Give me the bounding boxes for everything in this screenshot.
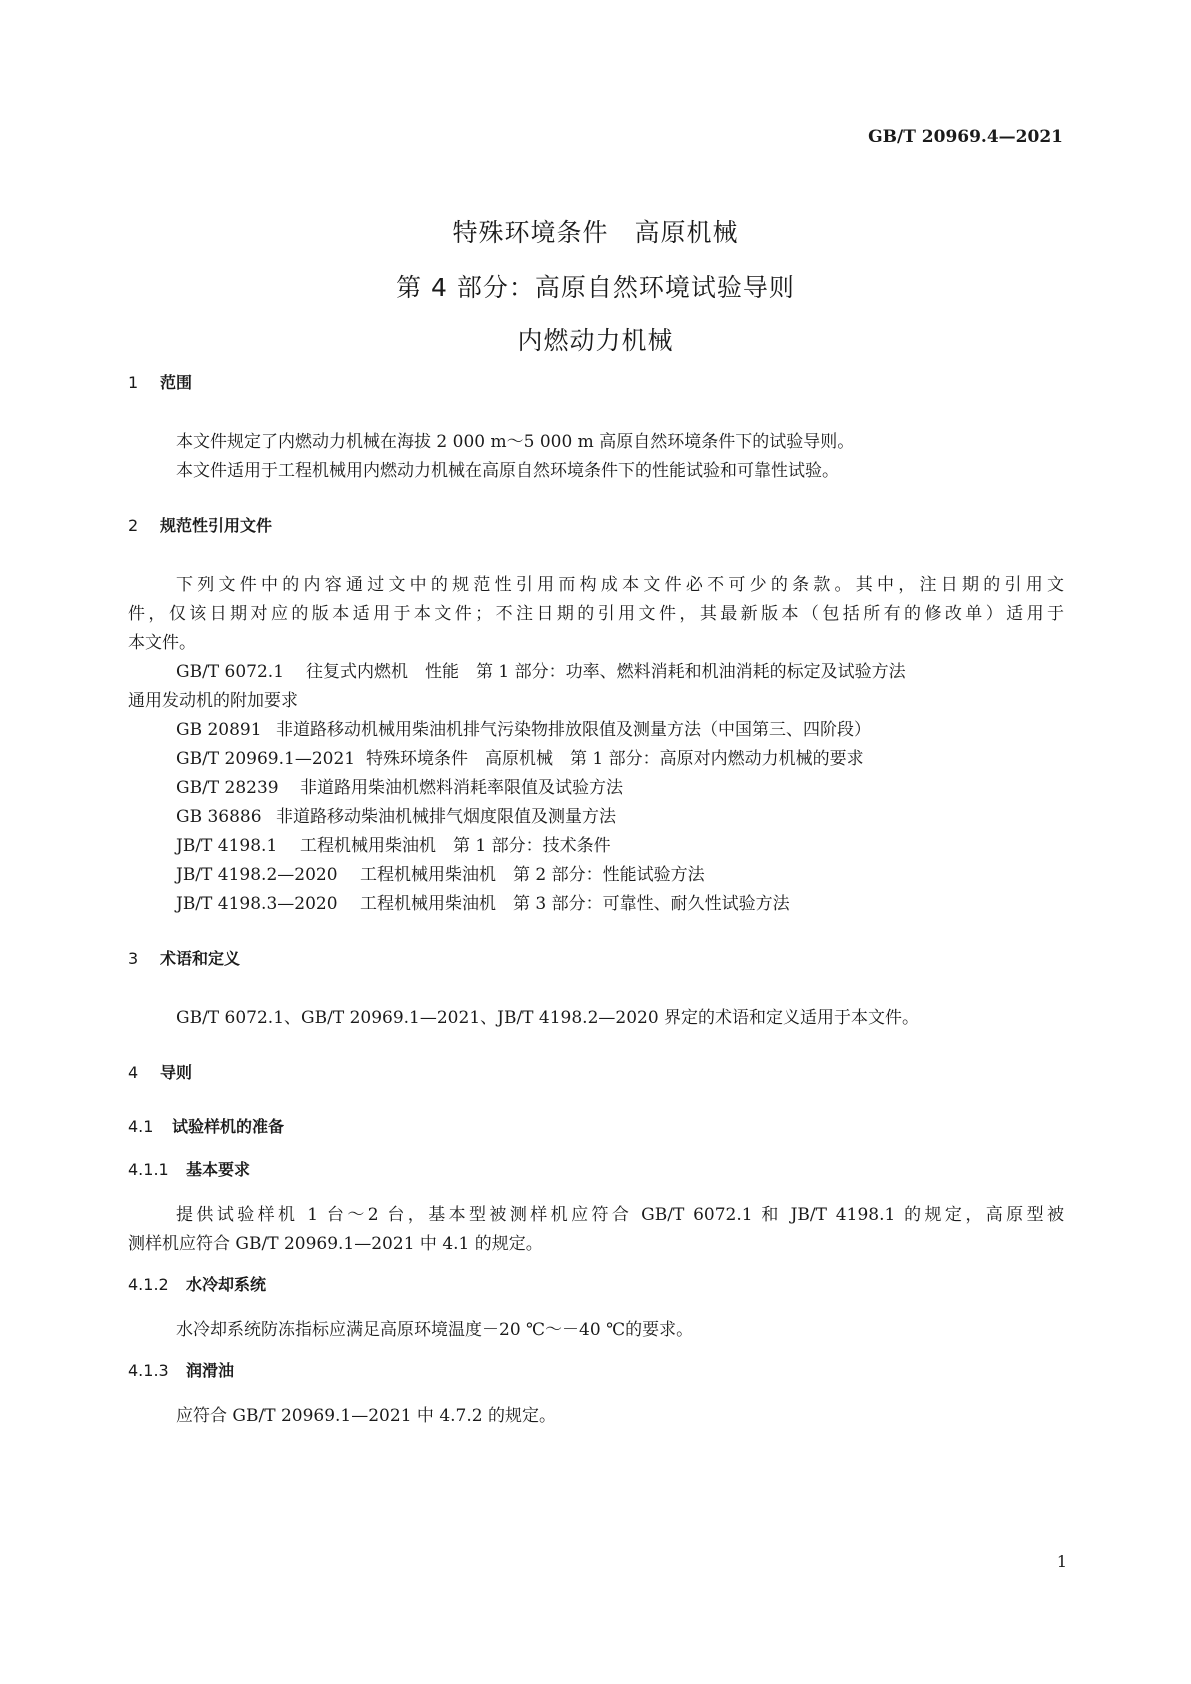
basic-requirements-line-2: 测样机应符合 GB/T 20969.1—2021 中 4.1 的规定。 (128, 1234, 543, 1254)
scope-paragraph-1: 本文件规定了内燃动力机械在海拔 2 000 m～5 000 m 高原自然环境条件下的试验导则。 (176, 432, 855, 452)
reference-item (176, 715, 871, 740)
reference-item (176, 860, 705, 885)
section-number: 4.1 (128, 1117, 154, 1136)
section-number: 4.1.2 (128, 1275, 169, 1294)
reference-item (176, 744, 864, 769)
cooling-system-paragraph: 水冷却系统防冻指标应满足高原环境温度－20 ℃～－40 ℃的要求。 (176, 1320, 694, 1340)
section-label: 规范性引用文件 (160, 516, 273, 535)
page-number: 1 (1056, 1552, 1067, 1571)
section-heading-4-1-3 (128, 1358, 234, 1381)
section-label: 水冷却系统 (186, 1275, 267, 1294)
section-heading-2 (128, 513, 272, 536)
reference-code: JB/T 4198.2—2020 (176, 865, 338, 885)
reference-code: GB/T 28239 (176, 778, 279, 798)
reference-title: 非道路用柴油机燃料消耗率限值及试验方法 (300, 778, 623, 798)
reference-item-continuation: 通用发动机的附加要求 (128, 691, 298, 711)
section-label: 润滑油 (186, 1361, 235, 1380)
basic-requirements-line-1: 提供试验样机 1 台～2 台，基本型被测样机应符合 GB/T 6072.1 和 JB/T 4198.1 的规定，高原型被 (176, 1205, 1064, 1225)
section-heading-4 (128, 1060, 192, 1083)
title-line-2: 第 4 部分：高原自然环境试验导则 (396, 273, 795, 302)
reference-title: 工程机械用柴油机 第 3 部分：可靠性、耐久性试验方法 (360, 894, 790, 914)
section-heading-4-1-2 (128, 1272, 266, 1295)
references-intro-line-3: 本文件。 (128, 633, 196, 653)
references-intro-line-2: 件，仅该日期对应的版本适用于本文件；不注日期的引用文件，其最新版本（包括所有的修改单）适用于 (128, 604, 1064, 624)
reference-code: GB 20891 (176, 720, 262, 740)
lubricant-paragraph: 应符合 GB/T 20969.1—2021 中 4.7.2 的规定。 (176, 1406, 556, 1426)
section-number: 4.1.1 (128, 1160, 169, 1179)
scope-paragraph-2: 本文件适用于工程机械用内燃动力机械在高原自然环境条件下的性能试验和可靠性试验。 (176, 461, 839, 481)
reference-title: 非道路移动柴油机械排气烟度限值及测量方法 (276, 807, 616, 827)
reference-code: GB/T 20969.1—2021 (176, 749, 356, 769)
section-number: 4 (128, 1063, 139, 1082)
section-label: 范围 (160, 373, 193, 392)
reference-item (176, 773, 623, 798)
section-number: 2 (128, 516, 139, 535)
reference-item (176, 802, 616, 827)
reference-title: 工程机械用柴油机 第 1 部分：技术条件 (300, 836, 611, 856)
section-number: 1 (128, 373, 139, 392)
section-label: 基本要求 (186, 1160, 251, 1179)
section-number: 3 (128, 949, 139, 968)
reference-code: GB 36886 (176, 807, 262, 827)
reference-item (176, 889, 790, 914)
reference-title: 特殊环境条件 高原机械 第 1 部分：高原对内燃动力机械的要求 (366, 749, 864, 769)
reference-item (176, 657, 906, 682)
reference-code: JB/T 4198.3—2020 (176, 894, 338, 914)
reference-title: 非道路移动机械用柴油机排气污染物排放限值及测量方法（中国第三、四阶段） (276, 720, 871, 740)
terms-paragraph: GB/T 6072.1、GB/T 20969.1—2021、JB/T 4198.2—2020 界定的术语和定义适用于本文件。 (176, 1008, 920, 1028)
reference-code: GB/T 6072.1 (176, 662, 285, 682)
section-heading-3 (128, 946, 240, 969)
references-intro-line-1: 下列文件中的内容通过文中的规范性引用而构成本文件必不可少的条款。其中，注日期的引用文 (176, 575, 1064, 595)
reference-code: JB/T 4198.1 (176, 836, 278, 856)
title-line-3: 内燃动力机械 (517, 326, 674, 355)
section-label: 术语和定义 (160, 949, 241, 968)
section-heading-4-1-1 (128, 1157, 250, 1180)
section-heading-1 (128, 370, 192, 393)
section-heading-4-1 (128, 1114, 284, 1137)
section-label: 导则 (160, 1063, 193, 1082)
reference-item (176, 831, 611, 856)
standard-code: GB/T 20969.4—2021 (868, 127, 1063, 147)
title-line-1: 特殊环境条件 高原机械 (452, 218, 739, 247)
reference-title: 工程机械用柴油机 第 2 部分：性能试验方法 (360, 865, 705, 885)
reference-title: 往复式内燃机 性能 第 1 部分：功率、燃料消耗和机油消耗的标定及试验方法 (306, 662, 906, 682)
section-number: 4.1.3 (128, 1361, 169, 1380)
section-label: 试验样机的准备 (172, 1117, 285, 1136)
